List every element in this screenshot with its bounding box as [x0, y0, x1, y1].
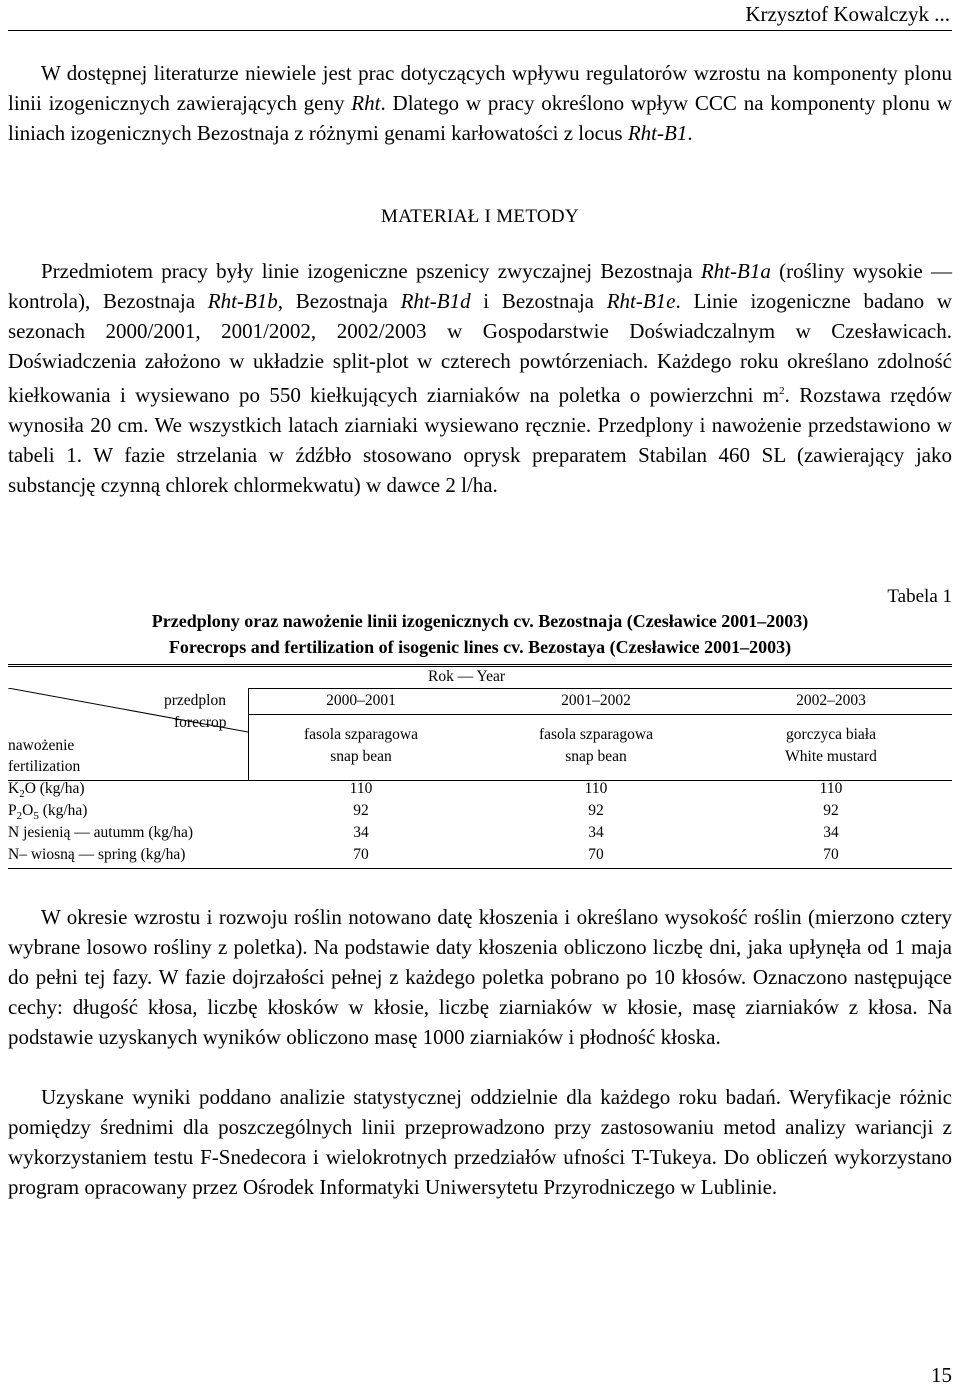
stub-divider [248, 688, 249, 780]
table-label: Tabela 1 [887, 586, 952, 607]
intro-paragraph [8, 58, 952, 148]
forecrop-label-en: forecrop [174, 714, 227, 731]
table-cell: 34 [353, 824, 369, 841]
table-cell: 70 [353, 846, 369, 863]
year-group-rule [248, 688, 952, 689]
methods-gene: Rht-B1d [400, 289, 471, 313]
table-bottom-rule [8, 868, 952, 869]
forecrop-pl: fasola szparagowa [538, 726, 654, 743]
forecrop-pl: fasola szparagowa [303, 726, 419, 743]
table-caption-en: Forecrops and fertilization of isogenic lines cv. Bezostaya (Czesławice 2001–2003) [168, 637, 792, 657]
row-label-n-autumn: N jesienią — autumm (kg/ha) [8, 824, 194, 841]
intro-gene: Rht-B1 [627, 121, 688, 145]
intro-text: . Dlatego w pracy określono wpływ CCC na komponenty plonu w liniach izogenicznych Bezostnaja z różnymi genami karłowatości z locus [8, 91, 953, 145]
methods-text: i Bezostnaja [470, 289, 607, 313]
row-label-p2o5 [8, 802, 87, 822]
table-top-rule [8, 666, 952, 667]
methods-text: . Linie izogeniczne badano w sezonach 2000/2001, 2001/2002, 2002/2003 w Gospodarstwie Doświadczalnym w Czesławicach. Doświadczenia założono w układzie split-plot w czterech powtórzeniach. Każdego roku określano zdolność kiełkowania i wysiewano po 550 kiełkujących ziarniaków na poletka o powierzchni m [8, 289, 952, 407]
year-header: 2002–2003 [796, 692, 866, 709]
row-label-subscript: 2 [16, 810, 23, 823]
table-cell: 34 [588, 824, 604, 841]
methods-superscript: 2 [779, 385, 785, 397]
table-caption-pl: Przedplony oraz nawożenie linii izogenicznych cv. Bezostnaja (Czesławice 2001–2003) [151, 611, 809, 631]
table-cell: 92 [353, 802, 369, 819]
methods-text: , Bezostnaja [277, 289, 401, 313]
year-header: 2001–2002 [561, 692, 631, 709]
methods-text: . Rozstawa rzędów wynosiła 20 cm. We wszystkich latach ziarniaki wysiewano ręcznie. Przedplony i nawożenie przedstawiono w tabeli 1. W fazie strzelania w źdźbło stosowano oprysk preparatem Stabilan 460 SL (zawierający jako substancję czynną chlorek chlormekwatu) w dawce 2 l/ha. [8, 383, 952, 497]
forecrop-en: White mustard [785, 748, 877, 765]
section-heading: MATERIAŁ I METODY [381, 206, 579, 227]
row-label-subscript: 2 [19, 788, 25, 801]
table-cell: 70 [588, 846, 604, 863]
methods-text: Przedmiotem pracy były linie izogeniczne pszenicy zwyczajnej Bezostnaja [41, 259, 701, 283]
table-cell: 92 [823, 802, 839, 819]
results-text: Uzyskane wyniki poddano analizie statystycznej oddzielnie dla każdego roku badań. Weryfikacje różnic pomiędzy średnimi dla poszczególnych linii przeprowadzono przy zastosowaniu metod analizy wariancji z wykorzystaniem testu F-Snedecora i wielokrotnych przedziałów ufności T-Tukeya. Do obliczeń wykorzystano program opracowany przez Ośrodek Informatyki Uniwersytetu Przyrodniczego w Lublinie. [8, 1085, 952, 1199]
methods-gene: Rht-B1a [700, 259, 771, 283]
results-text: W okresie wzrostu i rozwoju roślin notowano datę kłoszenia i określano wysokość roślin (mierzono cztery wybrane losowo rośliny z poletka). Na podstawie daty kłoszenia obliczono liczbę dni, jaka upłynęła od 1 maja do pełni tej fazy. W fazie dojrzałości pełnej z każdego poletka pobrano po 10 kłosów. Oznaczono następujące cechy: długość kłosa, liczbę kłosków w kłosie, liczbę ziarniaków w kłosie, masę ziarniaków z kłosa. Na podstawie uzyskanych wyników obliczono masę 1000 ziarniaków i płodność kłoska. [8, 905, 952, 1049]
fertilization-label-pl: nawożenie [8, 737, 75, 754]
intro-text: . [687, 121, 693, 145]
table-cell: 110 [819, 780, 843, 797]
methods-text: (rośliny wysokie — kontrola), Bezostnaja [8, 259, 952, 313]
page-number: 15 [931, 1363, 952, 1387]
row-label-part: O (kg/ha) [24, 780, 85, 797]
methods-gene: Rht-B1e [606, 289, 676, 313]
table-cell: 110 [349, 780, 373, 797]
row-label-subscript: 5 [33, 810, 39, 823]
row-label-part: P [8, 802, 17, 819]
methods-paragraph [8, 256, 952, 500]
row-label-part: (kg/ha) [38, 802, 88, 819]
year-group-header: Rok — Year [428, 668, 506, 685]
forecrop-en: snap bean [330, 748, 392, 765]
year-row-rule [248, 714, 952, 715]
results-paragraph-2 [8, 1082, 952, 1202]
table-top-rule [8, 664, 952, 665]
row-label-k2o [8, 780, 85, 800]
forecrop-pl: gorczyca biała [786, 726, 876, 743]
table-cell: 70 [823, 846, 839, 863]
forecrop-label-pl: przedplon [164, 692, 226, 709]
table-cell: 92 [588, 802, 604, 819]
header-rule [8, 30, 952, 31]
intro-gene: Rht [351, 91, 381, 115]
table-cell: 110 [584, 780, 608, 797]
forecrop-en: snap bean [565, 748, 627, 765]
row-label-part: K [8, 780, 20, 797]
running-header: Krzysztof Kowalczyk ... [745, 2, 950, 26]
row-label-n-spring: N– wiosną — spring (kg/ha) [8, 846, 186, 863]
results-paragraph-1 [8, 902, 952, 1052]
methods-gene: Rht-B1b [207, 289, 278, 313]
table-cell: 34 [823, 824, 839, 841]
row-label-part: O [22, 802, 34, 819]
year-header: 2000–2001 [326, 692, 396, 709]
intro-text: W dostępnej literaturze niewiele jest prac dotyczących wpływu regulatorów wzrostu na komponenty plonu linii izogenicznych zawierających geny [8, 61, 952, 115]
fertilization-label-en: fertilization [8, 758, 81, 775]
